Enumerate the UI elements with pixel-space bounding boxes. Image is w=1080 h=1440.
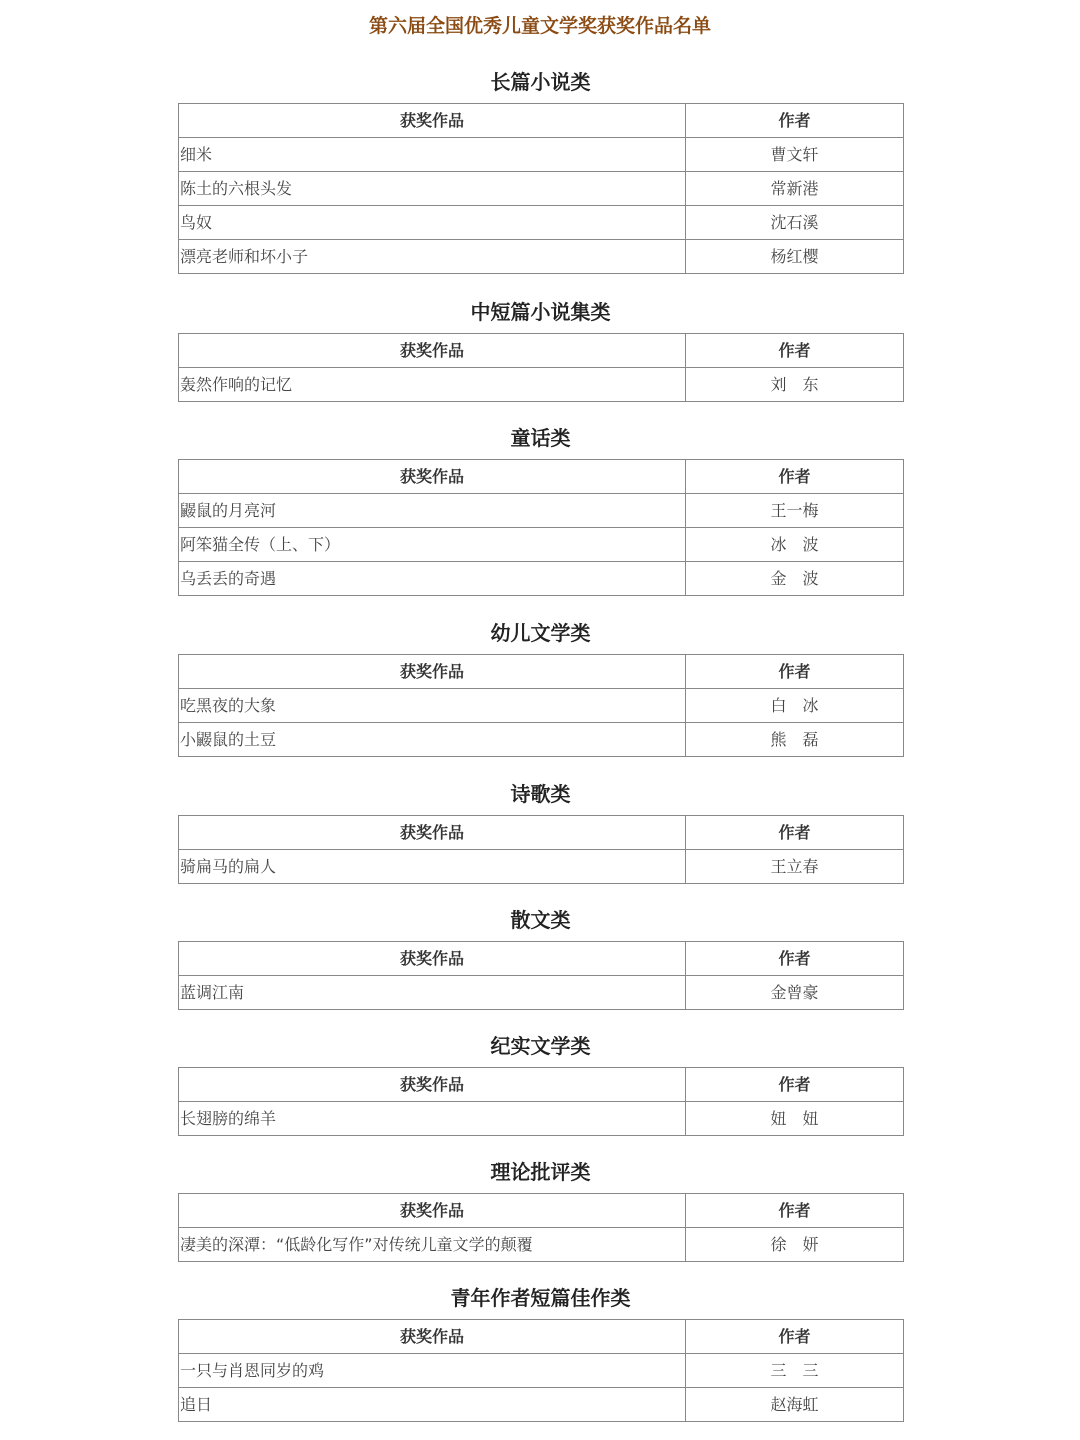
author-cell: 三 三 — [686, 1354, 904, 1388]
work-title-cell: 一只与肖恩同岁的鸡 — [179, 1354, 686, 1388]
table-row — [179, 850, 904, 884]
table-row — [179, 1388, 904, 1422]
work-title-cell: 阿笨猫全传（上、下） — [179, 528, 686, 562]
author-cell: 王一梅 — [686, 494, 904, 528]
column-header-work: 获奖作品 — [179, 816, 686, 850]
table-row — [179, 528, 904, 562]
award-table — [178, 941, 904, 1010]
column-header-author: 作者 — [686, 460, 904, 494]
column-header-author: 作者 — [686, 816, 904, 850]
work-title-cell: 细米 — [179, 138, 686, 172]
column-header-author: 作者 — [686, 104, 904, 138]
column-header-author: 作者 — [686, 942, 904, 976]
award-section — [178, 778, 903, 884]
author-cell: 曹文轩 — [686, 138, 904, 172]
work-title-cell: 追日 — [179, 1388, 686, 1422]
author-cell: 白 冰 — [686, 689, 904, 723]
author-cell: 常新港 — [686, 172, 904, 206]
table-row — [179, 689, 904, 723]
section-heading: 长篇小说类 — [490, 70, 591, 94]
column-header-author: 作者 — [686, 1194, 904, 1228]
table-row — [179, 723, 904, 757]
award-section — [178, 904, 903, 1010]
section-heading: 童话类 — [510, 426, 571, 450]
section-heading: 散文类 — [510, 908, 571, 932]
award-table — [178, 1319, 904, 1422]
section-heading: 幼儿文学类 — [490, 621, 591, 645]
table-header-row — [179, 942, 904, 976]
table-row — [179, 206, 904, 240]
table-row — [179, 240, 904, 274]
column-header-author: 作者 — [686, 655, 904, 689]
table-header-row — [179, 655, 904, 689]
work-title-cell: 乌丢丢的奇遇 — [179, 562, 686, 596]
column-header-author: 作者 — [686, 1068, 904, 1102]
award-table — [178, 459, 904, 596]
award-table — [178, 333, 904, 402]
column-header-work: 获奖作品 — [179, 334, 686, 368]
column-header-work: 获奖作品 — [179, 1194, 686, 1228]
author-cell: 金曾豪 — [686, 976, 904, 1010]
column-header-work: 获奖作品 — [179, 942, 686, 976]
award-section — [178, 1156, 903, 1262]
table-header-row — [179, 1194, 904, 1228]
author-cell: 金 波 — [686, 562, 904, 596]
author-cell: 熊 磊 — [686, 723, 904, 757]
section-heading: 诗歌类 — [510, 782, 571, 806]
work-title-cell: 骑扁马的扁人 — [179, 850, 686, 884]
work-title-cell: 鸟奴 — [179, 206, 686, 240]
award-section — [178, 66, 903, 274]
work-title-cell: 轰然作响的记忆 — [179, 368, 686, 402]
table-header-row — [179, 1320, 904, 1354]
table-row — [179, 494, 904, 528]
work-title-cell: 吃黑夜的大象 — [179, 689, 686, 723]
section-heading: 青年作者短篇佳作类 — [450, 1286, 631, 1310]
author-cell: 王立春 — [686, 850, 904, 884]
column-header-work: 获奖作品 — [179, 1068, 686, 1102]
author-cell: 刘 东 — [686, 368, 904, 402]
work-title-cell: 鼹鼠的月亮河 — [179, 494, 686, 528]
author-cell: 杨红樱 — [686, 240, 904, 274]
work-title-cell: 陈土的六根头发 — [179, 172, 686, 206]
award-section — [178, 422, 903, 596]
work-title-cell: 凄美的深潭：“低龄化写作”对传统儿童文学的颠覆 — [179, 1228, 686, 1262]
table-row — [179, 976, 904, 1010]
table-row — [179, 1102, 904, 1136]
author-cell: 赵海虹 — [686, 1388, 904, 1422]
work-title-cell: 漂亮老师和坏小子 — [179, 240, 686, 274]
award-section — [178, 1030, 903, 1136]
column-header-author: 作者 — [686, 334, 904, 368]
award-table — [178, 103, 904, 274]
award-table — [178, 815, 904, 884]
work-title-cell: 长翅膀的绵羊 — [179, 1102, 686, 1136]
author-cell: 徐 妍 — [686, 1228, 904, 1262]
column-header-work: 获奖作品 — [179, 655, 686, 689]
work-title-cell: 小鼹鼠的土豆 — [179, 723, 686, 757]
table-header-row — [179, 460, 904, 494]
award-table — [178, 654, 904, 757]
table-row — [179, 138, 904, 172]
table-header-row — [179, 104, 904, 138]
author-cell: 妞 妞 — [686, 1102, 904, 1136]
table-row — [179, 172, 904, 206]
column-header-author: 作者 — [686, 1320, 904, 1354]
column-header-work: 获奖作品 — [179, 104, 686, 138]
author-cell: 沈石溪 — [686, 206, 904, 240]
table-header-row — [179, 1068, 904, 1102]
award-table — [178, 1067, 904, 1136]
table-row — [179, 562, 904, 596]
section-heading: 中短篇小说集类 — [470, 300, 611, 324]
page-title: 第六届全国优秀儿童文学奖获奖作品名单 — [368, 15, 711, 37]
column-header-work: 获奖作品 — [179, 1320, 686, 1354]
table-row — [179, 1228, 904, 1262]
table-header-row — [179, 334, 904, 368]
work-title-cell: 蓝调江南 — [179, 976, 686, 1010]
section-heading: 纪实文学类 — [490, 1034, 591, 1058]
column-header-work: 获奖作品 — [179, 460, 686, 494]
award-section — [178, 617, 903, 757]
author-cell: 冰 波 — [686, 528, 904, 562]
award-section — [178, 1282, 903, 1422]
table-row — [179, 1354, 904, 1388]
section-heading: 理论批评类 — [490, 1160, 591, 1184]
award-section — [178, 296, 903, 402]
award-table — [178, 1193, 904, 1262]
table-row — [179, 368, 904, 402]
table-header-row — [179, 816, 904, 850]
